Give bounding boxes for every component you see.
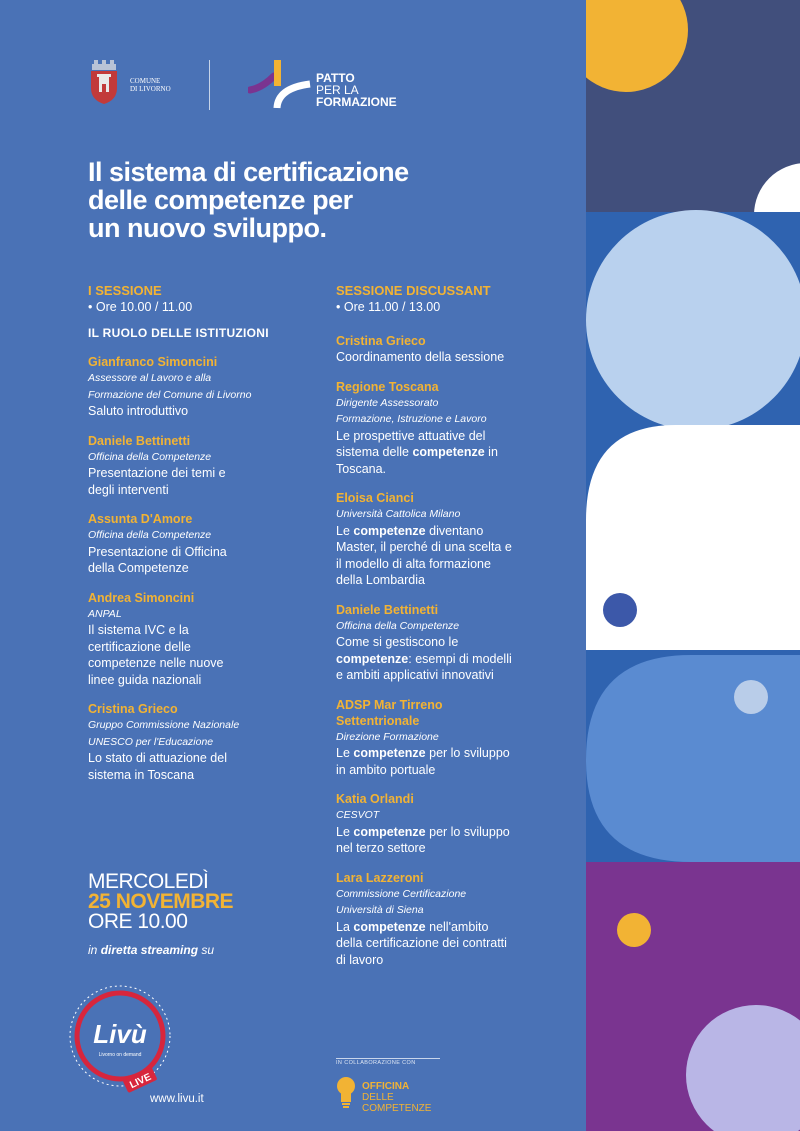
talk-description: certificazione delle [88,639,191,654]
speaker-entry [336,697,566,779]
speaker-name: Assunta D'Amore [88,512,193,526]
talk-description: in ambito portuale [336,762,436,777]
session-one-time: • Ore 10.00 / 11.00 [88,300,193,314]
speaker-entry [88,590,318,689]
desc-highlight: competenze [412,445,485,459]
patto-logo-icon [248,60,312,110]
lightbulb-icon [336,1075,356,1109]
speaker-entry [88,433,318,499]
desc-text: Le [336,746,354,760]
talk-description: nel terzo settore [336,841,426,855]
title-line2: delle competenze per [88,185,353,215]
talk-description: della certificazione dei contratti [336,936,507,950]
officina-name [362,1081,431,1114]
session-one-subtitle: IL RUOLO DELLE ISTITUZIONI [88,326,269,340]
speaker-entry [336,791,566,857]
comune-line2: DI LIVORNO [130,85,171,93]
talk-description: Presentazione di Officina [88,544,227,559]
speaker-role: Assessore al Lavoro e alla [88,372,212,384]
speaker-name: Cristina Grieco [336,334,426,348]
speaker-entry [336,870,566,969]
speaker-name: Daniele Bettinetti [336,602,439,617]
page-title [88,158,568,242]
desc-highlight: competenze [353,523,426,538]
comune-name [130,77,190,93]
header-divider [209,60,210,110]
desc-text: per lo sviluppo [425,746,510,760]
live-badge: LIVE [128,1071,154,1092]
comune-crest-icon [88,60,120,104]
desc-text: per lo sviluppo [425,824,510,839]
officina-word2: DELLE [362,1092,394,1103]
session-two-time: • Ore 11.00 / 13.00 [336,300,441,314]
event-day: 25 NOVEMBRE [88,890,234,913]
session-one-title: I SESSIONE [88,283,162,298]
desc-text: in [484,445,498,459]
speaker-entry [88,511,318,577]
desc-highlight: competenze [336,651,409,666]
livu-logo-text: Livù [93,1019,147,1049]
desc-text: sistema delle [336,445,413,459]
talk-description: della Competenze [88,561,189,575]
event-time: ORE 10.00 [88,910,188,933]
talk-description: Toscana. [336,461,387,476]
desc-text: La [336,919,354,934]
speaker-entry [336,379,566,478]
livu-url-link[interactable]: www.livu.it [150,1093,204,1105]
event-weekday: MERCOLEDÌ [88,870,209,893]
session-discussant-column [336,283,566,968]
speaker-role: CESVOT [336,809,380,821]
stream-su: su [198,943,215,957]
session-one-column [88,283,318,783]
speaker-role: Officina della Competenze [336,619,460,632]
speaker-role: Formazione, Istruzione e Lavoro [336,413,487,425]
session-two-title: SESSIONE DISCUSSANT [336,283,491,298]
speaker-role: Officina della Competenze [88,529,212,541]
speaker-role: UNESCO per l'Educazione [88,735,214,748]
speaker-role: Dirigente Assessorato [336,396,439,409]
talk-description [336,824,566,841]
talk-description [336,919,566,936]
speaker-name: ADSP Mar Tirreno [336,697,443,712]
talk-description: Il sistema IVC e la [88,623,189,637]
desc-highlight: competenze [353,746,426,760]
talk-description: di lavoro [336,952,384,967]
speaker-role: Formazione del Comune di Livorno [88,388,252,401]
decorative-shapes [586,0,800,1131]
speaker-entry [336,602,566,684]
talk-description: Presentazione dei temi e [88,466,226,480]
patto-line3: FORMAZIONE [316,95,397,109]
title-line3: un nuovo sviluppo. [88,213,327,243]
talk-description: il modello di alta formazione [336,556,491,571]
talk-description: Master, il perché di una scelta e [336,540,512,554]
speaker-name: Katia Orlandi [336,792,414,806]
streaming-note [88,943,214,957]
talk-description: Come si gestiscono le [336,635,459,649]
livu-tagline: Livorno on demand [98,1052,142,1058]
speaker-entry [88,701,318,783]
officina-word1: OFFICINA [362,1081,410,1092]
patto-name [316,72,397,108]
desc-text: nell'ambito [425,919,489,934]
talk-description: Saluto introduttivo [88,404,189,418]
talk-description: della Lombardia [336,573,425,587]
patto-line2: PER LA [316,83,359,97]
talk-description [336,745,566,762]
officina-line1 [362,1081,431,1103]
talk-description [336,651,566,668]
talk-description [336,523,566,540]
comune-line1: COMUNE [130,77,161,85]
talk-description: sistema in Toscana [88,767,195,782]
officina-line2: COMPETENZE [362,1103,432,1114]
speaker-entry [336,333,566,366]
speaker-name: Andrea Simoncini [88,590,195,605]
talk-description: Lo stato di attuazione del [88,751,227,765]
desc-text: diventano [425,523,484,538]
stream-bold: diretta streaming [100,943,199,957]
talk-description: Le prospettive attuative del [336,428,486,443]
livu-logo-icon [62,978,182,1098]
title-line1: Il sistema di certificazione [88,157,409,187]
patto-line1: PATTO [316,71,355,85]
talk-description [336,444,566,461]
speaker-name: Gianfranco Simoncini [88,355,218,369]
speaker-role: ANPAL [88,607,122,620]
talk-description: e ambiti applicativi innovativi [336,668,494,682]
stream-in: in [88,943,101,957]
desc-highlight: competenze [353,919,426,934]
speaker-role: Università Cattolica Milano [336,508,461,520]
collab-label: IN COLLABORAZIONE CON [336,1060,416,1066]
speaker-role: Officina della Competenze [88,450,212,463]
speaker-entry [88,354,318,420]
speaker-name: Settentrionale [336,713,420,728]
speaker-entry [336,490,566,589]
collab-divider [336,1058,440,1059]
speaker-role: Commissione Certificazione [336,887,467,900]
speaker-name: Cristina Grieco [88,702,178,716]
speaker-name: Eloisa Cianci [336,491,414,505]
speaker-name: Regione Toscana [336,379,439,394]
speaker-name: Daniele Bettinetti [88,433,191,448]
event-date [88,872,233,932]
speaker-name: Lara Lazzeroni [336,870,424,885]
speaker-role: Gruppo Commissione Nazionale [88,719,240,731]
speaker-role: Università di Siena [336,904,424,916]
talk-description: degli interventi [88,482,169,497]
desc-text: Le [336,824,354,839]
desc-text: Le [336,523,354,538]
talk-description: competenze nelle nuove [88,656,224,670]
desc-highlight: competenze [353,824,426,839]
talk-description: linee guida nazionali [88,672,202,687]
desc-text: : esempi di modelli [408,651,512,666]
talk-description: Coordinamento della sessione [336,350,505,364]
speaker-role: Direzione Formazione [336,730,439,743]
